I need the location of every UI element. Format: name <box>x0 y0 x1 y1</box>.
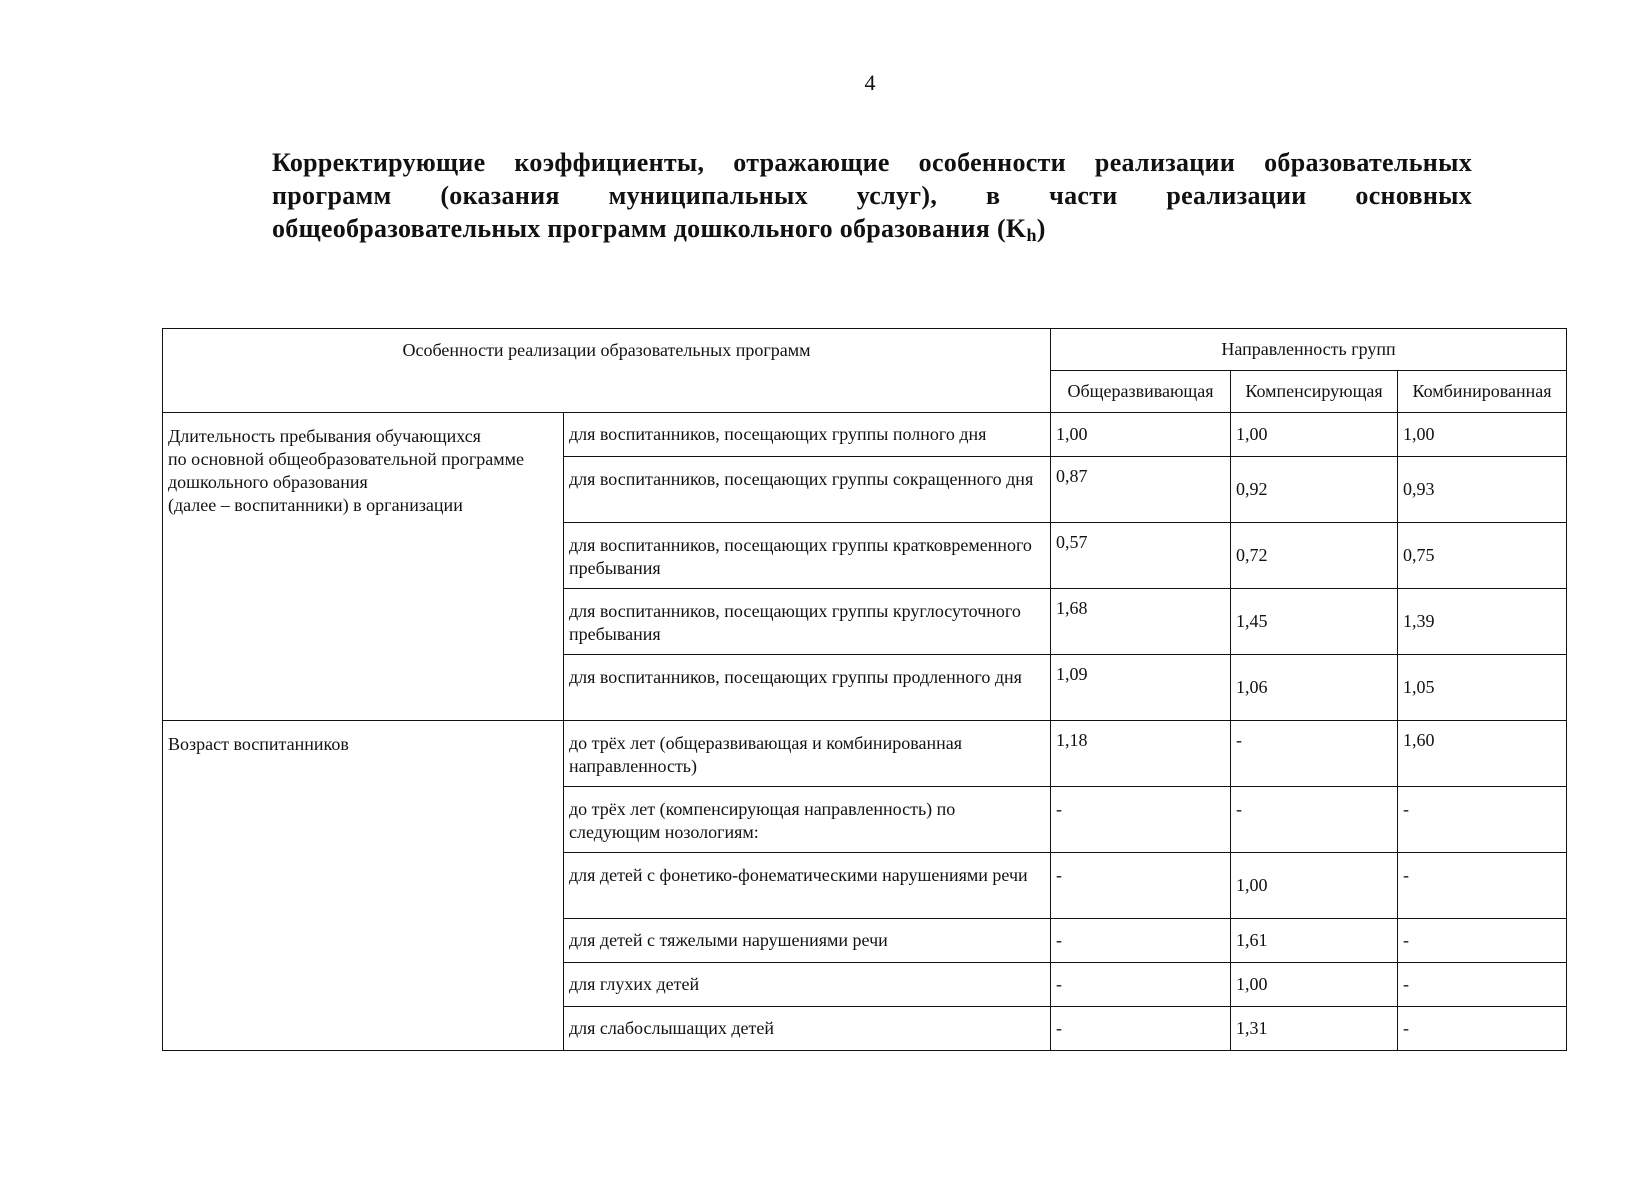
value-compensating: 1,06 <box>1231 655 1398 721</box>
title-subscript: h <box>1026 225 1037 245</box>
title-line-1: Корректирующие коэффициенты, отражающие особенности реализации образовательных <box>272 148 1472 177</box>
row-description: для детей с фонетико-фонематическими нарушениями речи <box>564 853 1051 919</box>
value-compensating: - <box>1231 721 1398 787</box>
section-label-line: дошкольного образования <box>168 472 368 492</box>
row-description: для воспитанников, посещающих группы круглосуточного пребывания <box>564 589 1051 655</box>
value-combined: - <box>1398 1007 1567 1051</box>
section-label-line: (далее – воспитанники) в организации <box>168 495 463 515</box>
value-general: 1,18 <box>1051 721 1231 787</box>
value-compensating: 1,45 <box>1231 589 1398 655</box>
value-general: 1,00 <box>1051 413 1231 457</box>
header-groups: Направленность групп <box>1051 329 1567 371</box>
column-header: Общеразвивающая <box>1051 371 1231 413</box>
value-compensating: 1,00 <box>1231 963 1398 1007</box>
value-combined: 0,93 <box>1398 457 1567 523</box>
value-combined: 1,00 <box>1398 413 1567 457</box>
value-general: 0,87 <box>1051 457 1231 523</box>
value-compensating: - <box>1231 787 1398 853</box>
section-label-age: Возраст воспитанников <box>163 721 564 1051</box>
value-combined: 1,05 <box>1398 655 1567 721</box>
table-row <box>163 413 1567 457</box>
row-description: для слабослышащих детей <box>564 1007 1051 1051</box>
value-general: - <box>1051 919 1231 963</box>
section-label-line: по основной общеобразовательной программе <box>168 449 525 469</box>
row-description: для воспитанников, посещающих группы сокращенного дня <box>564 457 1051 523</box>
row-description: для воспитанников, посещающих группы кратковременного пребывания <box>564 523 1051 589</box>
title-line-2: программ (оказания муниципальных услуг), в части реализации основных <box>272 181 1472 210</box>
value-general: - <box>1051 787 1231 853</box>
value-compensating: 1,00 <box>1231 853 1398 919</box>
value-general: 0,57 <box>1051 523 1231 589</box>
column-header: Комбинированная <box>1398 371 1567 413</box>
value-combined: - <box>1398 853 1567 919</box>
value-combined: 1,60 <box>1398 721 1567 787</box>
row-description: для глухих детей <box>564 963 1051 1007</box>
value-combined: - <box>1398 919 1567 963</box>
value-compensating: 0,72 <box>1231 523 1398 589</box>
value-general: - <box>1051 853 1231 919</box>
header-row-1 <box>163 329 1567 371</box>
coefficients-table <box>162 328 1567 1051</box>
value-compensating: 0,92 <box>1231 457 1398 523</box>
row-description: для воспитанников, посещающих группы продленного дня <box>564 655 1051 721</box>
value-combined: - <box>1398 963 1567 1007</box>
section-label-line: Длительность пребывания обучающихся <box>168 426 481 446</box>
value-combined: - <box>1398 787 1567 853</box>
value-compensating: 1,00 <box>1231 413 1398 457</box>
section-label-duration <box>163 413 564 721</box>
value-general: 1,09 <box>1051 655 1231 721</box>
value-compensating: 1,31 <box>1231 1007 1398 1051</box>
title-line-3-text: общеобразовательных программ дошкольного образования (K <box>272 214 1027 243</box>
column-header: Компенсирующая <box>1231 371 1398 413</box>
header-features: Особенности реализации образовательных программ <box>163 329 1051 413</box>
value-combined: 0,75 <box>1398 523 1567 589</box>
row-description: для воспитанников, посещающих группы полного дня <box>564 413 1051 457</box>
value-combined: 1,39 <box>1398 589 1567 655</box>
value-general: - <box>1051 963 1231 1007</box>
value-general: - <box>1051 1007 1231 1051</box>
row-description: до трёх лет (компенсирующая направленность) по следующим нозологиям: <box>564 787 1051 853</box>
page-number: 4 <box>864 70 876 95</box>
title-line-3-end: ) <box>1036 214 1046 243</box>
document-title <box>272 146 1472 245</box>
title-line-3 <box>272 212 1472 245</box>
value-general: 1,68 <box>1051 589 1231 655</box>
value-compensating: 1,61 <box>1231 919 1398 963</box>
row-description: для детей с тяжелыми нарушениями речи <box>564 919 1051 963</box>
row-description: до трёх лет (общеразвивающая и комбинированная направленность) <box>564 721 1051 787</box>
table-row <box>163 721 1567 787</box>
